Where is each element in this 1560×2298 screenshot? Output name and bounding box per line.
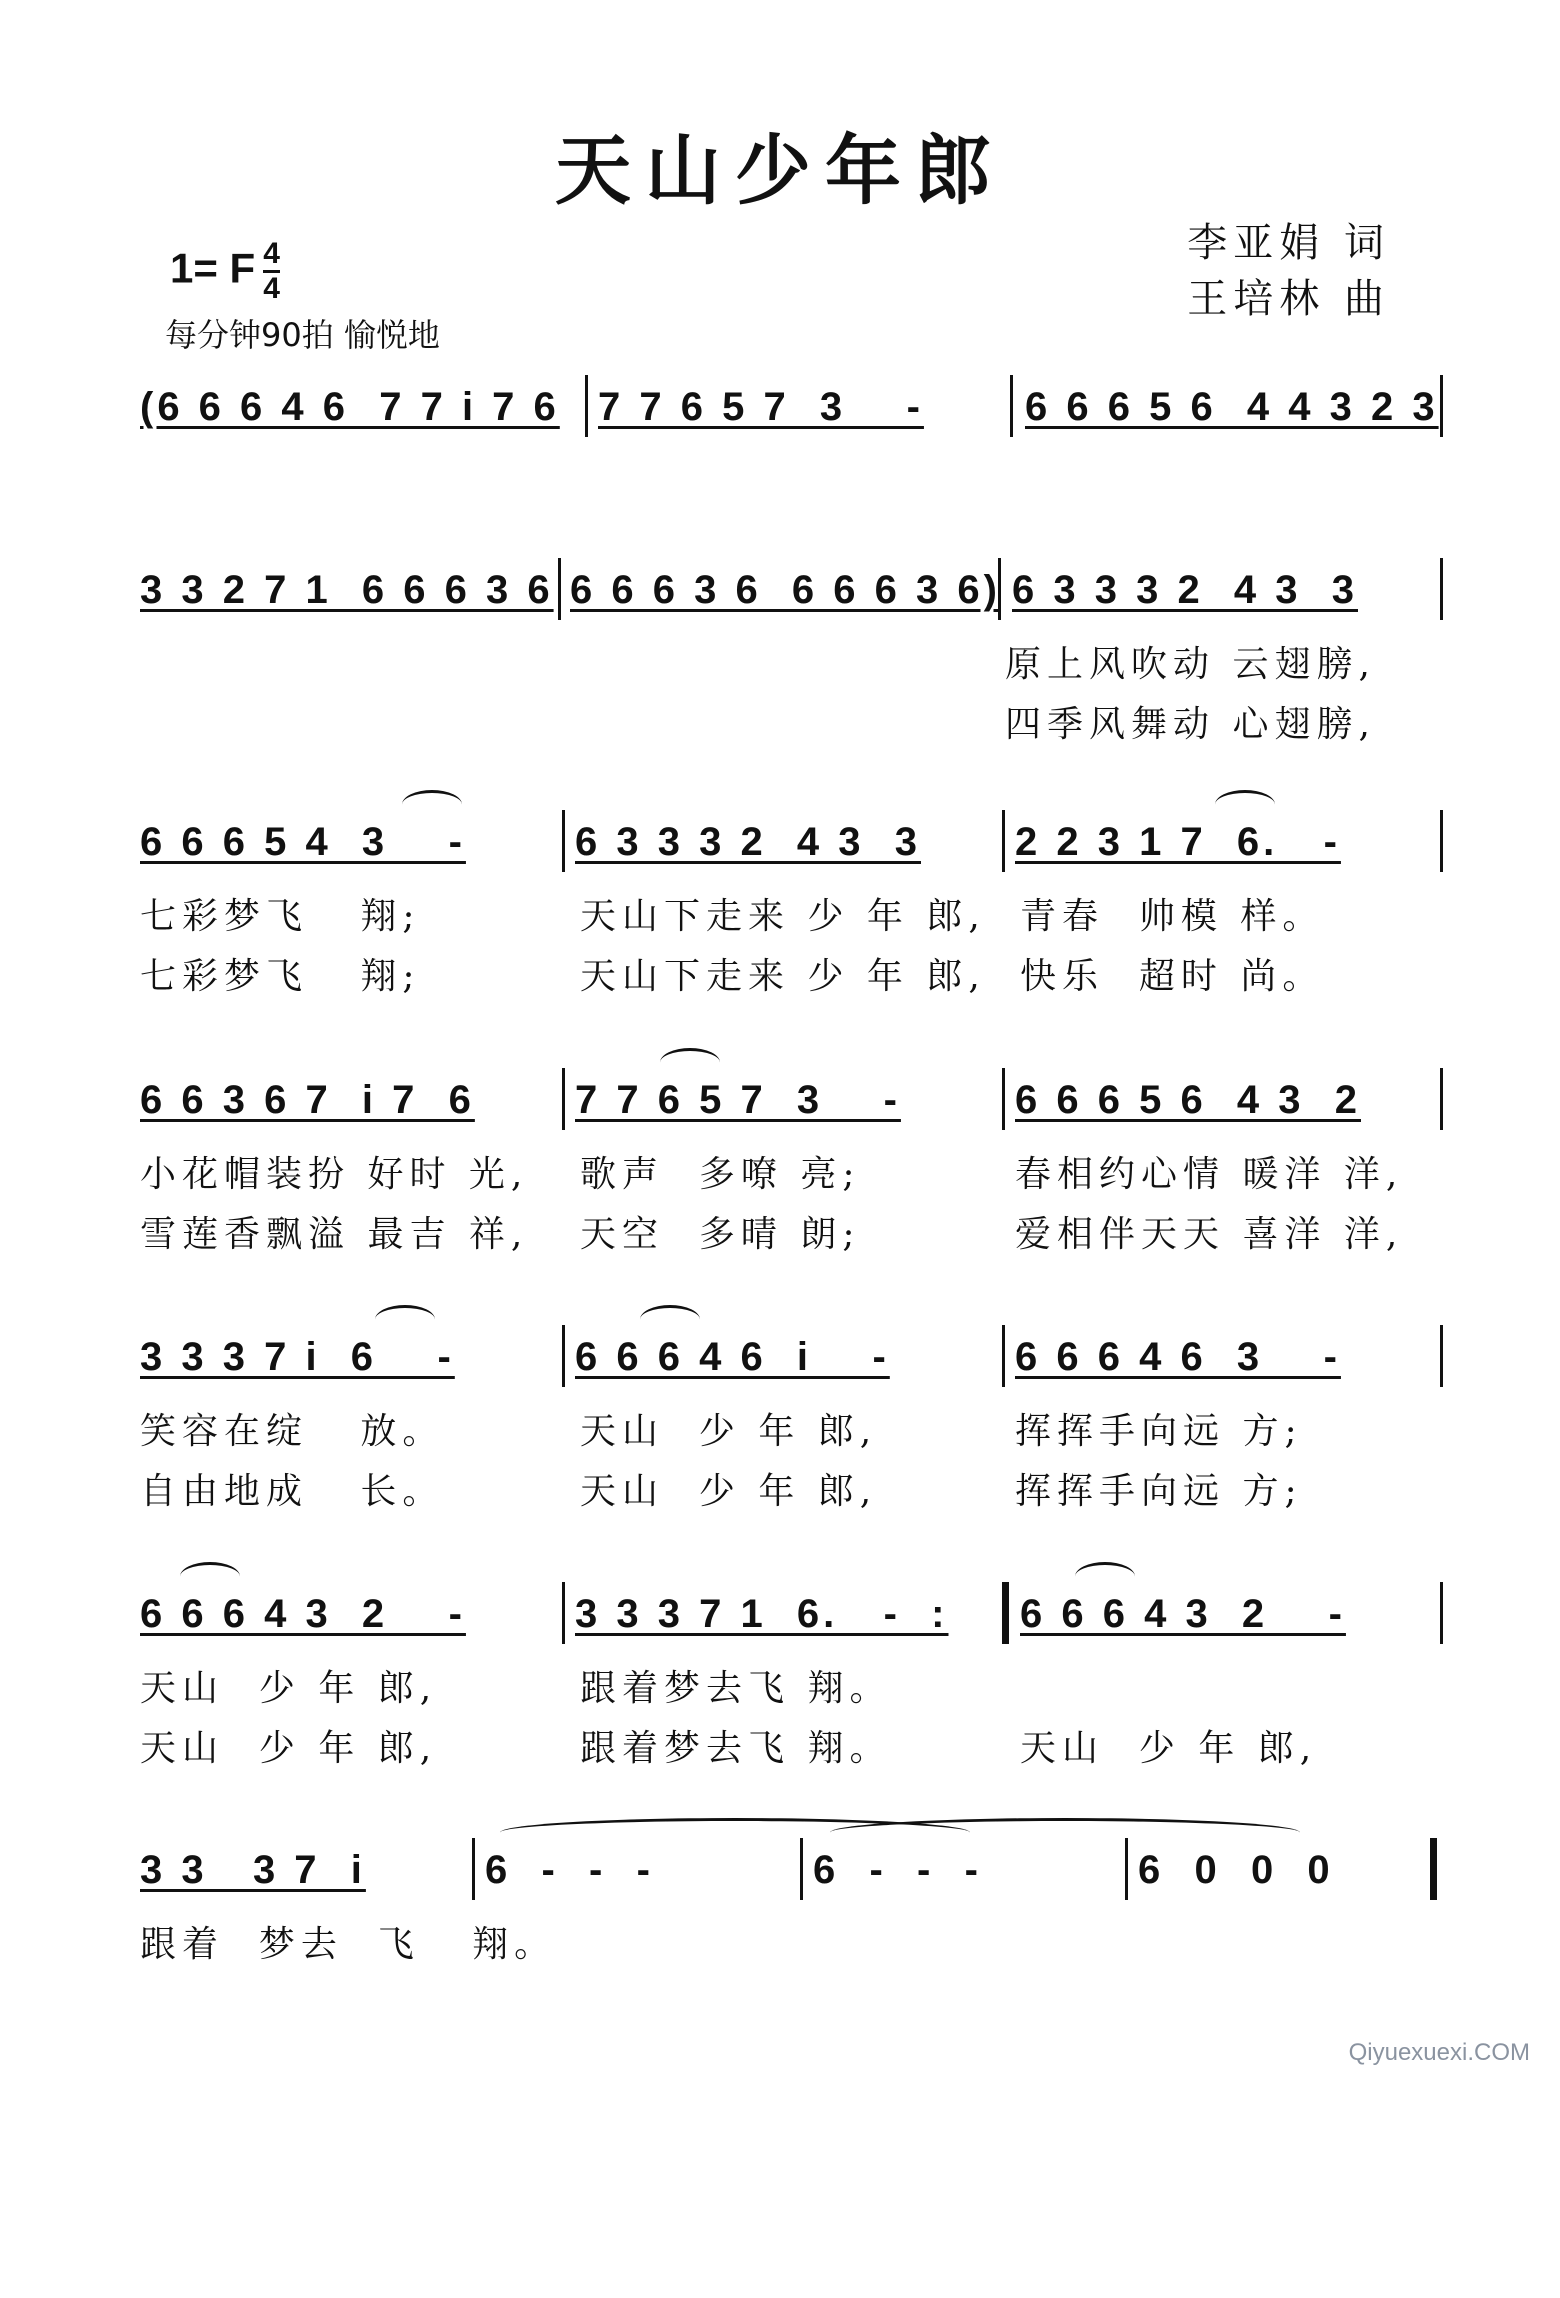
lyric-verse-1: 跟着 梦去 飞 翔。: [140, 1924, 557, 1965]
barline: [562, 1068, 565, 1130]
barline: [998, 558, 1001, 620]
barline: [1440, 810, 1443, 872]
tempo-marking: 每分钟90拍 愉悦地: [165, 316, 440, 354]
tie: [375, 1305, 435, 1334]
lyric-verse-2: 天山 少 年 郎,: [1020, 1728, 1318, 1769]
barline: [558, 558, 561, 620]
tie: [640, 1305, 700, 1334]
measure: 6 6 6 5 6 4 4 3 2 3: [1025, 385, 1439, 429]
measure: 6 6 6 5 4 3 -: [140, 820, 466, 864]
lyric-verse-1: 青春 帅模 样。: [1020, 896, 1325, 937]
lyric-verse-1: 七彩梦飞 翔;: [140, 896, 421, 937]
barline: [562, 1325, 565, 1387]
lyric-verse-2: 天山下走来 少 年 郎,: [580, 956, 986, 997]
tie: [402, 790, 462, 819]
measure: 6 6 6 4 6 i -: [575, 1335, 890, 1379]
repeat-end-barline: [1002, 1582, 1009, 1644]
lyric-verse-2: 雪莲香飘溢 最吉 祥,: [140, 1214, 529, 1255]
lyric-verse-2: 快乐 超时 尚。: [1020, 956, 1325, 997]
measure: 7 7 6 5 7 3 -: [575, 1078, 901, 1122]
measure: 6 3 3 3 2 4 3 3: [575, 820, 921, 864]
lyric-verse-2: 四季风舞动 心翅膀,: [1005, 704, 1376, 745]
measure: 6 6 6 4 3 2 -: [140, 1592, 466, 1636]
measure: 3 3 3 7 1 6. - :: [575, 1592, 949, 1636]
lyric-verse-2: 天空 多晴 朗;: [580, 1214, 861, 1255]
measure: 2 2 3 1 7 6. -: [1015, 820, 1341, 864]
lyric-verse-2: 挥挥手向远 方;: [1015, 1471, 1303, 1512]
measure: 3 3 3 7 i 6 -: [140, 1335, 455, 1379]
lyric-verse-1: 笑容在绽 放。: [140, 1411, 445, 1452]
barline: [1440, 1068, 1443, 1130]
tie: [180, 1562, 240, 1591]
measure: 6 6 6 4 3 2 -: [1020, 1592, 1346, 1636]
barline: [1125, 1838, 1128, 1900]
measure: 3 3 3 7 i: [140, 1848, 366, 1892]
lyric-verse-2: 天山 少 年 郎,: [140, 1728, 438, 1769]
credits: [1187, 215, 1390, 327]
lyric-verse-1: 歌声 多嘹 亮;: [580, 1154, 861, 1195]
measure: 6 6 6 5 6 4 3 2: [1015, 1078, 1361, 1122]
key-signature: [170, 238, 280, 305]
lyric-verse-1: 天山 少 年 郎,: [140, 1668, 438, 1709]
key-label: 1= F: [170, 244, 256, 292]
notes-row: [140, 1848, 1450, 1908]
song-title: 天山少年郎: [555, 126, 1005, 215]
composer-credit: 王培林 曲: [1187, 276, 1390, 322]
lyric-verse-1: 天山下走来 少 年 郎,: [580, 896, 986, 937]
lyric-verse-2: 跟着梦去飞 翔。: [580, 1728, 892, 1769]
barline: [472, 1838, 475, 1900]
lyric-verse-1: 小花帽装扮 好时 光,: [140, 1154, 529, 1195]
final-barline: [1430, 1838, 1437, 1900]
measure: 6 - - -: [813, 1848, 982, 1892]
watermark: Qiyuexuexi.COM: [1348, 2039, 1530, 2066]
barline: [1002, 810, 1005, 872]
barline: [1440, 558, 1443, 620]
barline: [1010, 375, 1013, 437]
barline: [562, 810, 565, 872]
barline: [1002, 1325, 1005, 1387]
lyric-verse-1: 原上风吹动 云翅膀,: [1005, 644, 1376, 685]
barline: [1440, 1325, 1443, 1387]
lyric-verse-1: 挥挥手向远 方;: [1015, 1411, 1303, 1452]
lyric-verse-2: 爱相伴天天 喜洋 洋,: [1015, 1214, 1404, 1255]
notes-row: [140, 820, 1450, 880]
barline: [562, 1582, 565, 1644]
measure: 6 - - -: [485, 1848, 654, 1892]
measure: 6 3 3 3 2 4 3 3: [1012, 568, 1358, 612]
measure: 7 7 6 5 7 3 -: [598, 385, 924, 429]
time-sig-top: 4: [263, 238, 280, 273]
barline: [585, 375, 588, 437]
lyric-verse-2: 自由地成 长。: [140, 1471, 445, 1512]
notes-row: [140, 1078, 1450, 1138]
lyric-verse-1: 天山 少 年 郎,: [580, 1411, 878, 1452]
lyric-verse-1: 跟着梦去飞 翔。: [580, 1668, 892, 1709]
measure: 6 6 3 6 7 i 7 6: [140, 1078, 475, 1122]
measure: 3 3 2 7 1 6 6 6 3 6: [140, 568, 554, 612]
tie: [1215, 790, 1275, 819]
notes-row: [140, 1592, 1450, 1652]
notes-row: [140, 385, 1450, 445]
lyricist-credit: 李亚娟 词: [1187, 220, 1390, 266]
time-sig-bottom: 4: [263, 272, 280, 305]
time-signature: [263, 238, 280, 305]
measure: (6 6 6 4 6 7 7 i 7 6: [140, 385, 560, 429]
tie: [660, 1048, 720, 1077]
barline: [1002, 1068, 1005, 1130]
lyric-verse-1: 春相约心情 暖洋 洋,: [1015, 1154, 1404, 1195]
measure: 6 6 6 3 6 6 6 6 3 6): [570, 568, 1001, 612]
barline: [1440, 375, 1443, 437]
barline: [800, 1838, 803, 1900]
tie: [830, 1818, 1300, 1847]
tie: [1075, 1562, 1135, 1591]
measure: 6 0 0 0: [1138, 1848, 1334, 1892]
lyric-verse-2: 七彩梦飞 翔;: [140, 956, 421, 997]
notes-row: [140, 568, 1450, 628]
notes-row: [140, 1335, 1450, 1395]
barline: [1440, 1582, 1443, 1644]
measure: 6 6 6 4 6 3 -: [1015, 1335, 1341, 1379]
lyric-verse-2: 天山 少 年 郎,: [580, 1471, 878, 1512]
